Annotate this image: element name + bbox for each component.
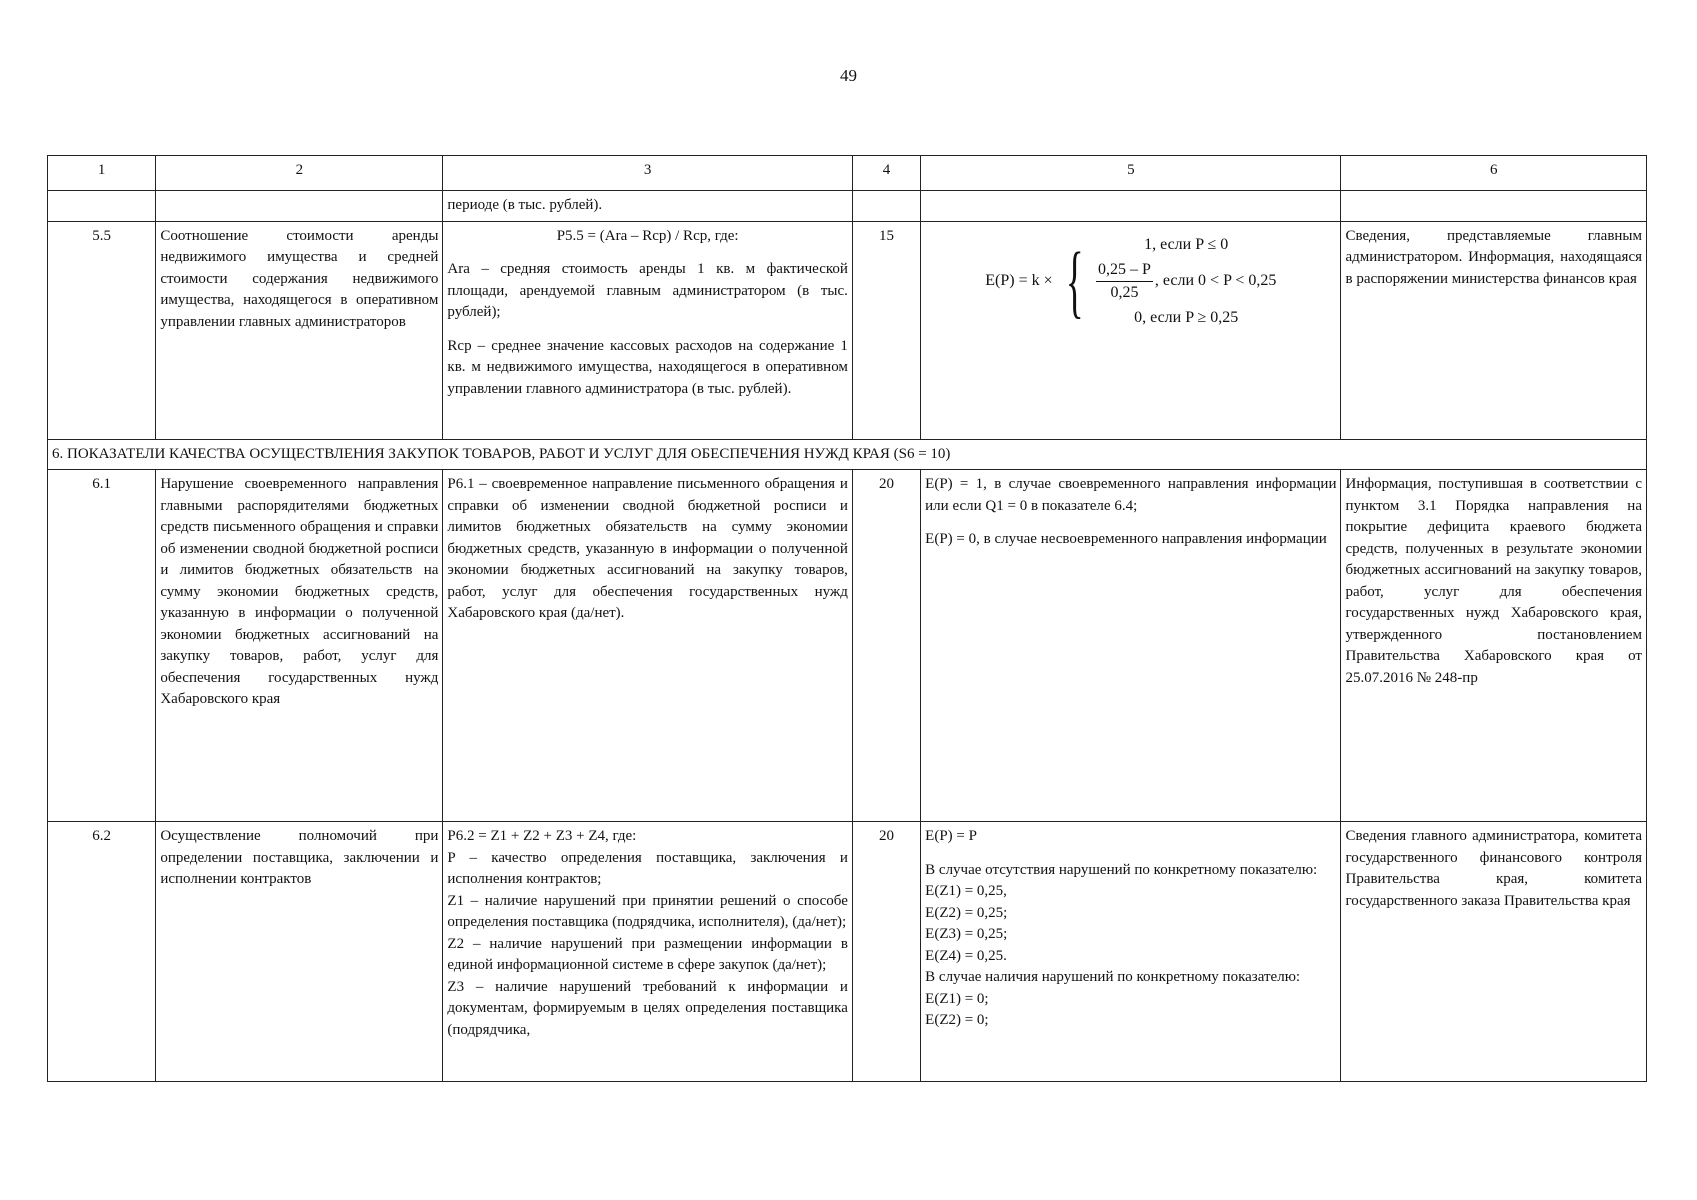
desc-z3: Z3 – наличие нарушений требований к информации и документам, формируемым в целях определения поставщика (подрядчика, <box>447 978 848 1038</box>
eval-formula: E(P) = P <box>925 828 977 844</box>
header-col-6: 6 <box>1341 156 1647 191</box>
evaluation-cell <box>921 221 1341 439</box>
eval-timely: E(P) = 1, в случае своевременного направления информации или если Q1 = 0 в показателе 6.4; <box>925 476 1337 514</box>
header-col-1: 1 <box>48 156 156 191</box>
weight: 20 <box>852 470 920 822</box>
desc-z2: Z2 – наличие нарушений при размещении информации в единой информационной системе в сфере закупок (да/нет); <box>447 935 848 973</box>
formula-text: P5.5 = (Ara – Rcp) / Rcp, где: <box>556 227 739 244</box>
eval-z4: E(Z4) = 0,25. <box>925 947 1007 964</box>
piecewise-formula <box>925 234 1336 329</box>
row-number: 6.1 <box>48 470 156 822</box>
row-6-2 <box>48 822 1647 1082</box>
case-2-condition: , если 0 < P < 0,25 <box>1154 272 1277 290</box>
calculation-cell <box>443 822 853 1082</box>
evaluation-cell <box>921 822 1341 1082</box>
header-col-3: 3 <box>443 156 853 191</box>
weight: 15 <box>852 221 920 439</box>
fraction-numerator: 0,25 – P <box>1096 259 1153 282</box>
section-6-header <box>48 439 1647 470</box>
carry-over-row <box>48 191 1647 222</box>
case-3: 0, если P ≥ 0,25 <box>1134 309 1239 326</box>
row-5-5 <box>48 221 1647 439</box>
formula-cases <box>1096 234 1276 329</box>
fraction <box>1096 259 1153 303</box>
indicator-name: Осуществление полномочий при определении поставщика, заключении и исполнении контрактов <box>156 822 443 1082</box>
desc-rcp: Rcp – среднее значение кассовых расходов на содержание 1 кв. м недвижимого имущества, находящегося в оперативном управлении главного администратора (в тыс. рублей). <box>447 337 848 397</box>
header-col-5: 5 <box>921 156 1341 191</box>
eval-no-violation: В случае отсутствия нарушений по конкретному показателю: <box>925 861 1318 878</box>
row-number: 5.5 <box>48 221 156 439</box>
indicator-name: Соотношение стоимости аренды недвижимого имущества и средней стоимости содержания недвижимого имущества, находящегося в оперативном управлении главных администраторов <box>156 221 443 439</box>
calculation-cell: P6.1 – своевременное направление письменного обращения и справки об изменении сводной бюджетной росписи и лимитов бюджетных обязательств на сумму экономии бюджетных средств, указанную в информации о полученной экономии бюджетных ассигнований на закупку товаров, работ, услуг для обеспечения государственных нужд Хабаровского края (да/нет). <box>443 470 853 822</box>
fraction-denominator: 0,25 <box>1110 283 1139 301</box>
case-1: 1, если P ≤ 0 <box>1144 235 1229 253</box>
eval-z3: E(Z3) = 0,25; <box>925 926 1008 942</box>
evaluation-cell <box>921 470 1341 822</box>
weight: 20 <box>852 822 920 1082</box>
eval-violation: В случае наличия нарушений по конкретному показателю: <box>925 969 1301 985</box>
formula-text: P6.2 = Z1 + Z2 + Z3 + Z4, где: <box>447 828 637 844</box>
header-col-4: 4 <box>852 156 920 191</box>
eval-z2-zero: E(Z2) = 0; <box>925 1012 989 1028</box>
row-6-1 <box>48 470 1647 822</box>
indicator-table <box>47 155 1647 1082</box>
row-number: 6.2 <box>48 822 156 1082</box>
eval-late: E(P) = 0, в случае несвоевременного направления информации <box>925 531 1327 547</box>
desc-p: P – качество определения поставщика, заключения и исполнения контрактов; <box>447 849 848 887</box>
info-source: Сведения главного администратора, комитета государственного финансового контроля Правительства края, комитета государственного заказа Правительства края <box>1341 822 1647 1082</box>
page-number: 49 <box>840 66 857 85</box>
header-col-2: 2 <box>156 156 443 191</box>
section-title: 6. ПОКАЗАТЕЛИ КАЧЕСТВА ОСУЩЕСТВЛЕНИЯ ЗАКУПОК ТОВАРОВ, РАБОТ И УСЛУГ ДЛЯ ОБЕСПЕЧЕНИЯ НУЖД КРАЯ (S6 = 10) <box>48 439 1647 470</box>
info-source: Сведения, представляемые главным администратором. Информация, находящаяся в распоряжении министерства финансов края <box>1341 221 1647 439</box>
desc-ara: Ara – средняя стоимость аренды 1 кв. м фактической площади, арендуемой главным администратором (в тыс. рублей); <box>447 261 848 320</box>
header-row <box>48 156 1647 191</box>
eval-z1-zero: E(Z1) = 0; <box>925 990 989 1007</box>
desc-z1: Z1 – наличие нарушений при принятии решений о способе определения поставщика (подрядчика, исполнителя), (да/нет); <box>447 892 848 930</box>
indicator-name: Нарушение своевременного направления главными распорядителями бюджетных средств письменного обращения и справки об изменении сводной бюджетной росписи и лимитов бюджетных обязательств на сумму экономии бюджетных средств, указанную в информации о полученной экономии бюджетных ассигнований на закупку товаров, работ, услуг для обеспечения государственных нужд Хабаровского края <box>156 470 443 822</box>
calculation-cell <box>443 221 853 439</box>
brace: { <box>1065 235 1084 326</box>
formula-lhs: E(P) = k × <box>985 272 1053 290</box>
eval-z2: E(Z2) = 0,25; <box>925 904 1008 921</box>
carry-over-text: периоде (в тыс. рублей). <box>443 191 853 222</box>
eval-z1: E(Z1) = 0,25, <box>925 883 1007 899</box>
info-source: Информация, поступившая в соответствии с пунктом 3.1 Порядка направления на покрытие дефицита краевого бюджета средств, полученных в результате экономии бюджетных ассигнований на закупку товаров, работ, услуг для обеспечения государственных нужд Хабаровского края, утвержденного постановлением Правительства Хабаровского края от 25.07.2016 № 248-пр <box>1341 470 1647 822</box>
case-2 <box>1096 259 1276 303</box>
